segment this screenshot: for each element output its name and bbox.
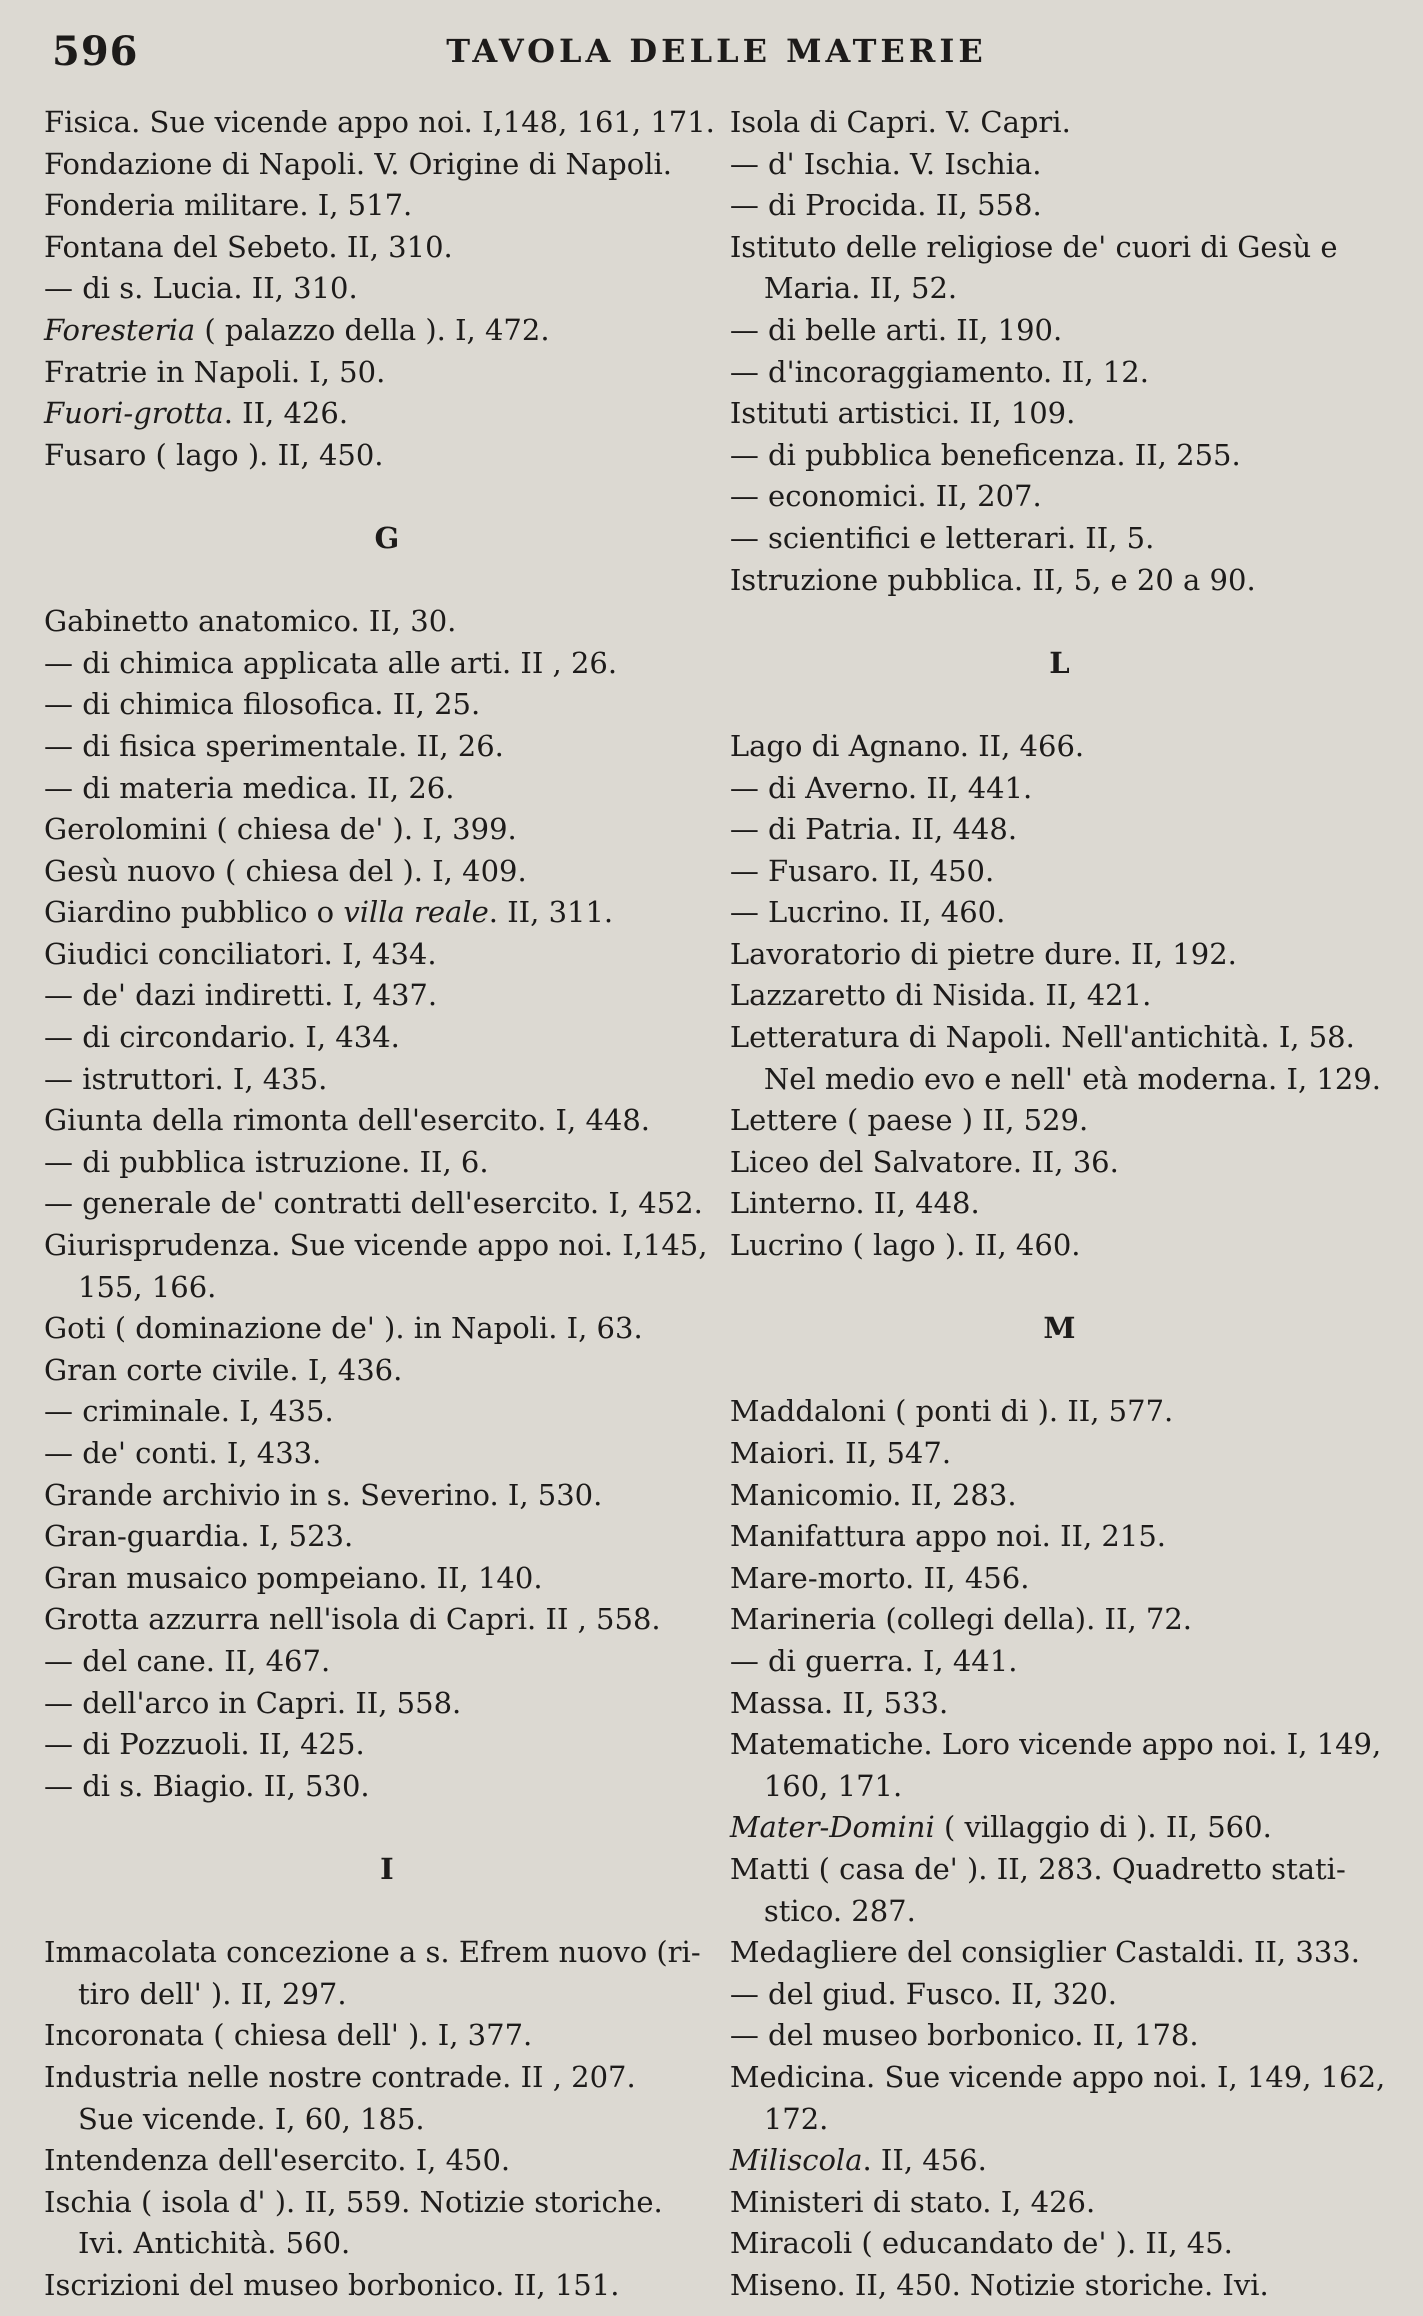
index-entry: — di s. Biagio. II, 530. — [44, 1768, 370, 1803]
index-entry: — Lucrino. II, 460. — [729, 895, 1006, 930]
italic-term: Fuori-grotta — [44, 396, 224, 431]
index-entry: — de' conti. I, 433. — [44, 1436, 322, 1470]
index-entry: Grotta azzurra nell'isola di Capri. II , 558. — [44, 1602, 661, 1637]
index-entry-continuation: 160, 171. — [763, 1768, 903, 1803]
index-entry: Gerolomini ( chiesa de' ). I, 399. — [44, 812, 517, 847]
index-entry-continuation: Ivi. Antichità. 560. — [78, 2226, 351, 2261]
index-entry: — de' dazi indiretti. I, 437. — [44, 978, 438, 1013]
index-entry: — di Pozzuoli. II, 425. — [44, 1727, 365, 1762]
section-letter-m: M — [1043, 1311, 1076, 1346]
index-entry: — di guerra. I, 441. — [729, 1643, 1018, 1678]
index-entry: Marineria (collegi della). II, 72. — [729, 1602, 1193, 1637]
section-letter-l: L — [1049, 645, 1070, 680]
index-columns — [44, 102, 1389, 2306]
spacer — [44, 560, 730, 602]
entry-text: Giardino pubblico o — [44, 895, 344, 930]
index-entry — [730, 2140, 1389, 2182]
index-entry: — economici. II, 207. — [729, 479, 1042, 514]
index-entry: — di circondario. I, 434. — [44, 1020, 400, 1055]
index-entry: — di fisica sperimentale. II, 26. — [44, 728, 504, 763]
index-entry: — del museo borbonico. II, 178. — [729, 2018, 1199, 2053]
running-title: TAVOLA DELLE MATERIE — [446, 32, 987, 70]
index-entry-continuation: tiro dell' ). II, 297. — [78, 1976, 347, 2011]
index-entry: — del giud. Fusco. II, 320. — [729, 1976, 1118, 2011]
index-entry: Gesù nuovo ( chiesa del ). I, 409. — [44, 853, 527, 888]
index-entry: Lavoratorio di pietre dure. II, 192. — [729, 936, 1237, 971]
index-entry: — di Procida. II, 558. — [729, 188, 1042, 223]
index-entry — [44, 310, 730, 352]
index-entry-continuation: stico. 287. — [763, 1893, 916, 1928]
spacer — [44, 476, 730, 518]
section-letter-i: I — [380, 1851, 394, 1886]
index-entry: — di Patria. II, 448. — [729, 812, 1018, 847]
index-entry: Gabinetto anatomico. II, 30. — [44, 604, 457, 639]
index-entry: Liceo del Salvatore. II, 36. — [729, 1144, 1119, 1179]
spacer — [730, 1350, 1389, 1392]
index-entry: — di pubblica beneficenza. II, 255. — [729, 437, 1241, 472]
index-entry: Mare-morto. II, 456. — [729, 1560, 1030, 1595]
index-entry: — d' Ischia. V. Ischia. — [729, 146, 1042, 181]
index-entry-continuation: Maria. II, 52. — [763, 271, 958, 306]
index-entry: — dell'arco in Capri. II, 558. — [44, 1685, 462, 1720]
index-entry: Istruzione pubblica. II, 5, e 20 a 90. — [729, 562, 1256, 597]
index-entry: Lazzaretto di Nisida. II, 421. — [729, 978, 1152, 1013]
index-entry: — criminale. I, 435. — [44, 1394, 334, 1429]
index-entry: Incoronata ( chiesa dell' ). I, 377. — [44, 2018, 533, 2053]
index-entry: Giudici conciliatori. I, 434. — [44, 936, 437, 971]
index-entry: Goti ( dominazione de' ). in Napoli. I, 63. — [44, 1311, 643, 1346]
index-entry: Manifattura appo noi. II, 215. — [729, 1519, 1167, 1554]
index-entry: Fratrie in Napoli. I, 50. — [44, 354, 386, 389]
index-entry: Gran corte civile. I, 436. — [44, 1352, 403, 1387]
index-entry-continuation: 155, 166. — [78, 1269, 217, 1304]
index-entry: Fontana del Sebeto. II, 310. — [44, 229, 453, 264]
index-entry: — di chimica filosofica. II, 25. — [44, 687, 481, 722]
index-entry: Fondazione di Napoli. V. Origine di Napoli. — [44, 146, 672, 181]
index-entry: Letteratura di Napoli. Nell'antichità. I, 58. — [729, 1020, 1355, 1055]
entry-text: . II, 311. — [488, 895, 614, 930]
index-entry: Lettere ( paese ) II, 529. — [729, 1103, 1089, 1138]
index-entry: Industria nelle nostre contrade. II , 207. — [44, 2059, 636, 2094]
index-entry: Immacolata concezione a s. Efrem nuovo (ri- — [44, 1935, 701, 1970]
index-entry: Iscrizioni del museo borbonico. II, 151. — [44, 2267, 620, 2302]
entry-text: . II, 426. — [223, 396, 349, 431]
index-entry — [730, 1807, 1389, 1849]
index-entry: Medicina. Sue vicende appo noi. I, 149, 162, — [729, 2059, 1386, 2094]
index-entry: Istituti artistici. II, 109. — [729, 396, 1076, 431]
index-entry: Maddaloni ( ponti di ). II, 577. — [729, 1394, 1174, 1429]
entry-text: . II, 456. — [862, 2143, 987, 2178]
index-entry: — di belle arti. II, 190. — [729, 312, 1063, 347]
index-entry: Manicomio. II, 283. — [729, 1477, 1017, 1512]
entry-text: ( villaggio di ). II, 560. — [934, 1810, 1272, 1845]
italic-term: villa reale — [343, 895, 489, 930]
right-column — [730, 102, 1389, 2306]
index-entry — [44, 393, 730, 435]
spacer — [44, 1891, 730, 1933]
index-entry: Linterno. II, 448. — [729, 1186, 980, 1221]
index-entry: Massa. II, 533. — [729, 1685, 949, 1720]
section-letter-g: G — [374, 520, 400, 555]
index-entry: Miracoli ( educandato de' ). II, 45. — [729, 2226, 1233, 2261]
italic-term: Foresteria — [44, 312, 196, 347]
spacer — [730, 1267, 1389, 1309]
index-entry: Istituto delle religiose de' cuori di Gesù e — [729, 229, 1338, 264]
index-entry: — di pubblica istruzione. II, 6. — [44, 1144, 489, 1179]
index-entry-continuation: Sue vicende. I, 60, 185. — [78, 2101, 425, 2136]
index-entry: Medagliere del consiglier Castaldi. II, 333. — [729, 1935, 1360, 1970]
index-entry: — Fusaro. II, 450. — [729, 853, 995, 888]
index-entry: — di s. Lucia. II, 310. — [44, 271, 358, 306]
index-entry-continuation: 172. — [763, 2101, 829, 2136]
index-entry: Ministeri di stato. I, 426. — [729, 2184, 1096, 2219]
index-entry: Fisica. Sue vicende appo noi. I,148, 161, 171. — [44, 105, 715, 139]
entry-text: ( palazzo della ). I, 472. — [195, 312, 550, 347]
index-entry-continuation: Nel medio evo e nell' età moderna. I, 129. — [763, 1061, 1381, 1096]
index-entry: Lago di Agnano. II, 466. — [729, 728, 1085, 763]
index-entry: Giunta della rimonta dell'esercito. I, 448. — [44, 1103, 651, 1138]
index-entry: Miseno. II, 450. Notizie storiche. Ivi. — [729, 2267, 1269, 2302]
index-entry: Giurisprudenza. Sue vicende appo noi. I,145, — [44, 1228, 708, 1263]
italic-term: Miliscola — [729, 2143, 863, 2178]
index-entry: Maiori. II, 547. — [729, 1436, 952, 1470]
index-entry: Fusaro ( lago ). II, 450. — [44, 437, 384, 472]
index-entry: — d'incoraggiamento. II, 12. — [729, 354, 1149, 389]
spacer — [730, 684, 1389, 726]
index-entry: Grande archivio in s. Severino. I, 530. — [44, 1477, 603, 1512]
page-header — [44, 22, 1389, 82]
index-entry: — del cane. II, 467. — [44, 1643, 331, 1678]
index-entry — [44, 892, 730, 934]
page-number: 596 — [52, 28, 139, 75]
index-entry: — generale de' contratti dell'esercito. I, 452. — [44, 1186, 703, 1221]
index-entry: — istruttori. I, 435. — [44, 1061, 328, 1096]
index-entry: — di chimica applicata alle arti. II , 26. — [44, 645, 618, 680]
index-entry: Intendenza dell'esercito. I, 450. — [44, 2143, 511, 2178]
index-entry: Fonderia militare. I, 517. — [44, 188, 413, 223]
left-column — [44, 102, 730, 2306]
index-entry: Matti ( casa de' ). II, 283. Quadretto stati- — [729, 1851, 1346, 1886]
index-entry: Gran-guardia. I, 523. — [44, 1519, 354, 1554]
index-entry: — di materia medica. II, 26. — [44, 770, 455, 805]
index-entry: Matematiche. Loro vicende appo noi. I, 149, — [729, 1727, 1382, 1762]
index-entry: Gran musaico pompeiano. II, 140. — [44, 1560, 543, 1595]
index-entry: — di Averno. II, 441. — [729, 770, 1033, 805]
index-entry: Ischia ( isola d' ). II, 559. Notizie storiche. — [44, 2184, 663, 2219]
index-entry: Isola di Capri. V. Capri. — [729, 105, 1071, 139]
spacer — [44, 1807, 730, 1849]
index-entry: Lucrino ( lago ). II, 460. — [729, 1228, 1081, 1263]
italic-term: Mater-Domini — [729, 1810, 935, 1845]
spacer — [730, 601, 1389, 643]
index-entry: — scientifici e letterari. II, 5. — [729, 520, 1155, 555]
